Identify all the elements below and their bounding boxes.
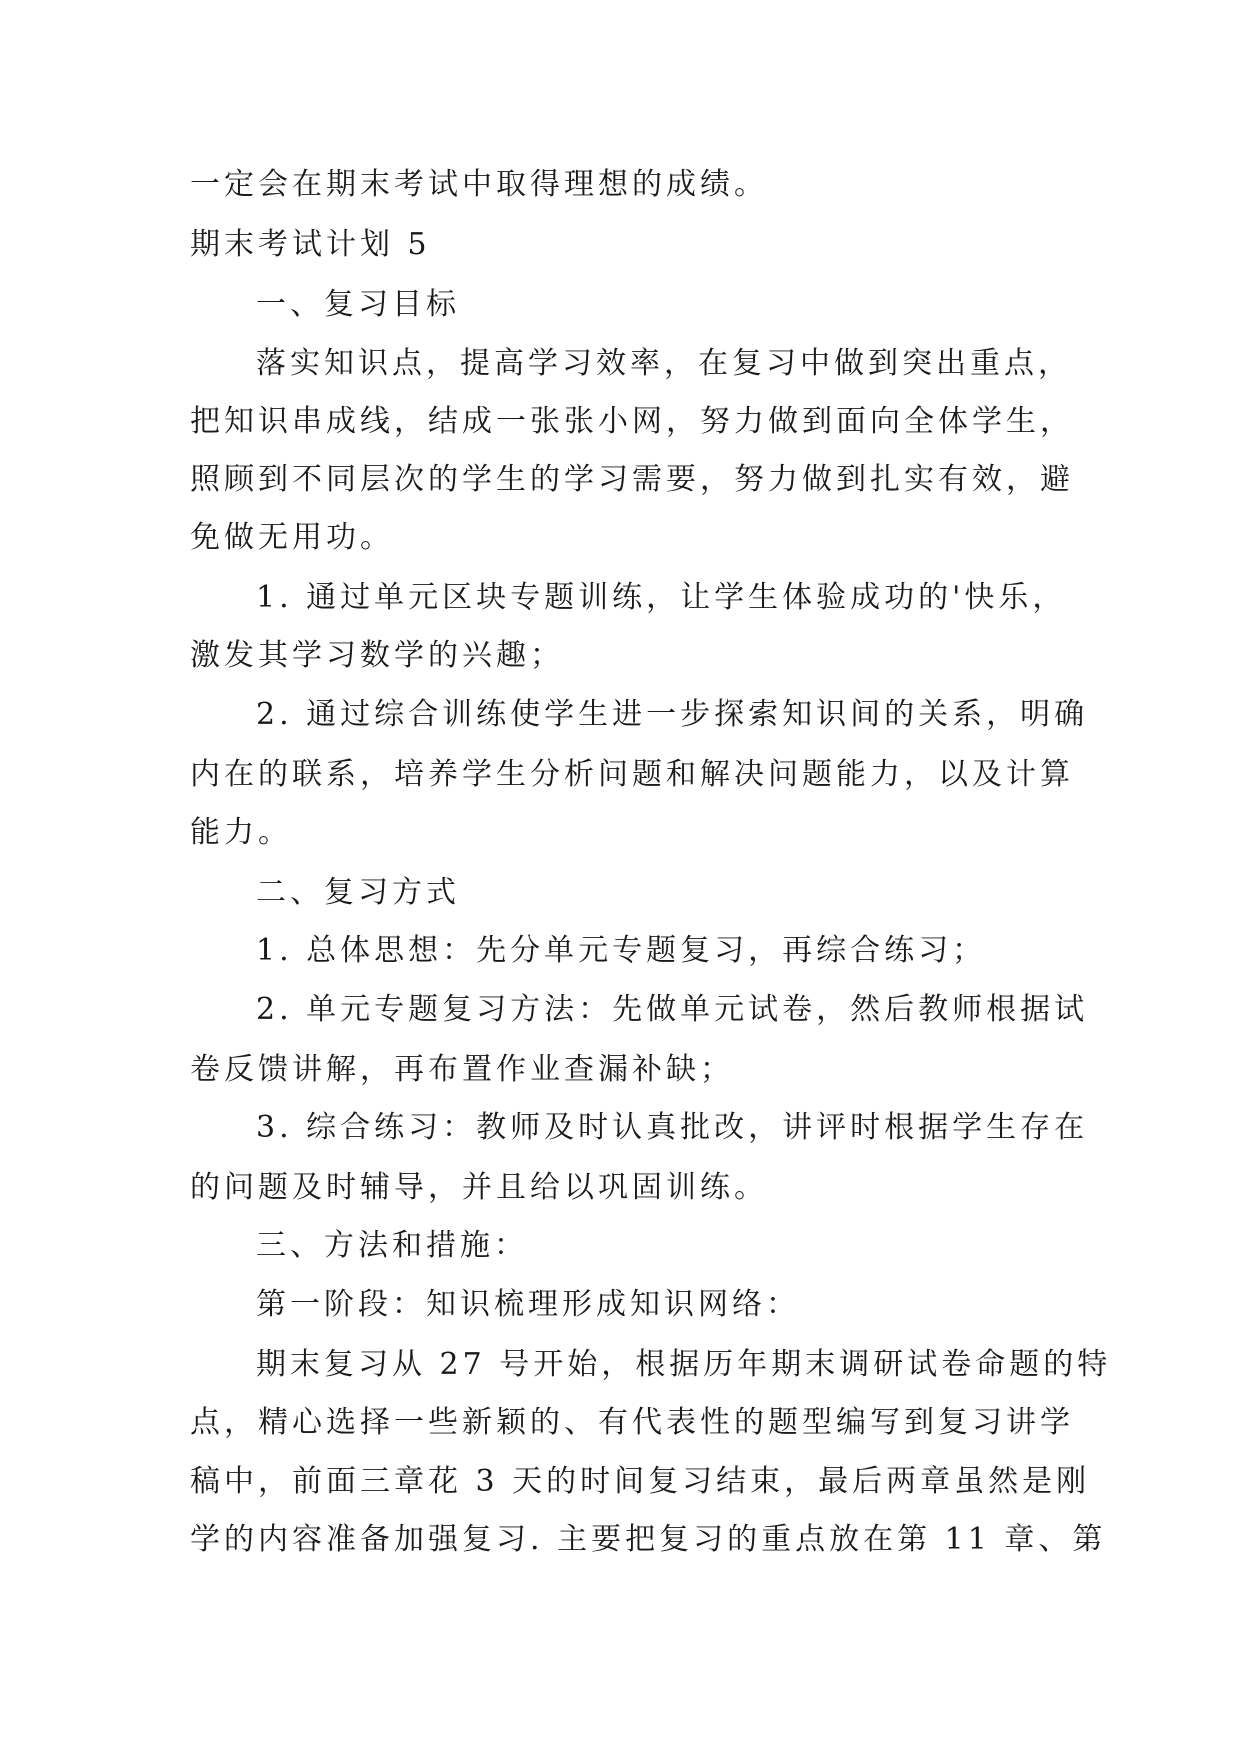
list-item-line: 2. 单元专题复习方法：先做单元试卷，然后教师根据试 <box>256 992 1089 1027</box>
heading-review-method: 二、复习方式 <box>256 875 460 910</box>
paragraph-line: 落实知识点，提高学习效率，在复习中做到突出重点， <box>256 346 1072 381</box>
paragraph-line: 期末复习从 27 号开始，根据历年期末调研试卷命题的特 <box>256 1347 1112 1382</box>
list-item-line: 卷反馈讲解，再布置作业查漏补缺； <box>190 1052 734 1087</box>
paragraph-line: 一定会在期末考试中取得理想的成绩。 <box>190 167 768 202</box>
list-item-line: 激发其学习数学的兴趣； <box>190 638 564 673</box>
paragraph-line: 稿中，前面三章花 3 天的时间复习结束，最后两章虽然是刚 <box>190 1464 1091 1499</box>
heading-methods-measures: 三、方法和措施： <box>256 1228 528 1263</box>
list-item-line: 3. 综合练习：教师及时认真批改，讲评时根据学生存在 <box>256 1110 1089 1145</box>
list-item-line: 1. 通过单元区块专题训练，让学生体验成功的'快乐， <box>256 580 1067 615</box>
list-item-line: 的问题及时辅导，并且给以巩固训练。 <box>190 1170 768 1205</box>
paragraph-line: 免做无用功。 <box>190 520 394 555</box>
paragraph-line: 点，精心选择一些新颖的、有代表性的题型编写到复习讲学 <box>190 1405 1074 1440</box>
paragraph-line: 把知识串成线，结成一张张小网，努力做到面向全体学生， <box>190 404 1074 439</box>
list-item-line: 2. 通过综合训练使学生进一步探索知识间的关系，明确 <box>256 697 1089 732</box>
stage-heading: 第一阶段：知识梳理形成知识网络： <box>256 1287 800 1322</box>
list-item-line: 1. 总体思想：先分单元专题复习，再综合练习； <box>256 933 987 968</box>
heading-review-goal: 一、复习目标 <box>256 287 460 322</box>
list-item-line: 能力。 <box>190 815 292 850</box>
section-title: 期末考试计划 5 <box>190 227 431 262</box>
list-item-line: 内在的联系，培养学生分析问题和解决问题能力，以及计算 <box>190 757 1074 792</box>
paragraph-line: 学的内容准备加强复习. 主要把复习的重点放在第 11 章、第 <box>190 1522 1107 1557</box>
paragraph-line: 照顾到不同层次的学生的学习需要，努力做到扎实有效，避 <box>190 462 1074 497</box>
